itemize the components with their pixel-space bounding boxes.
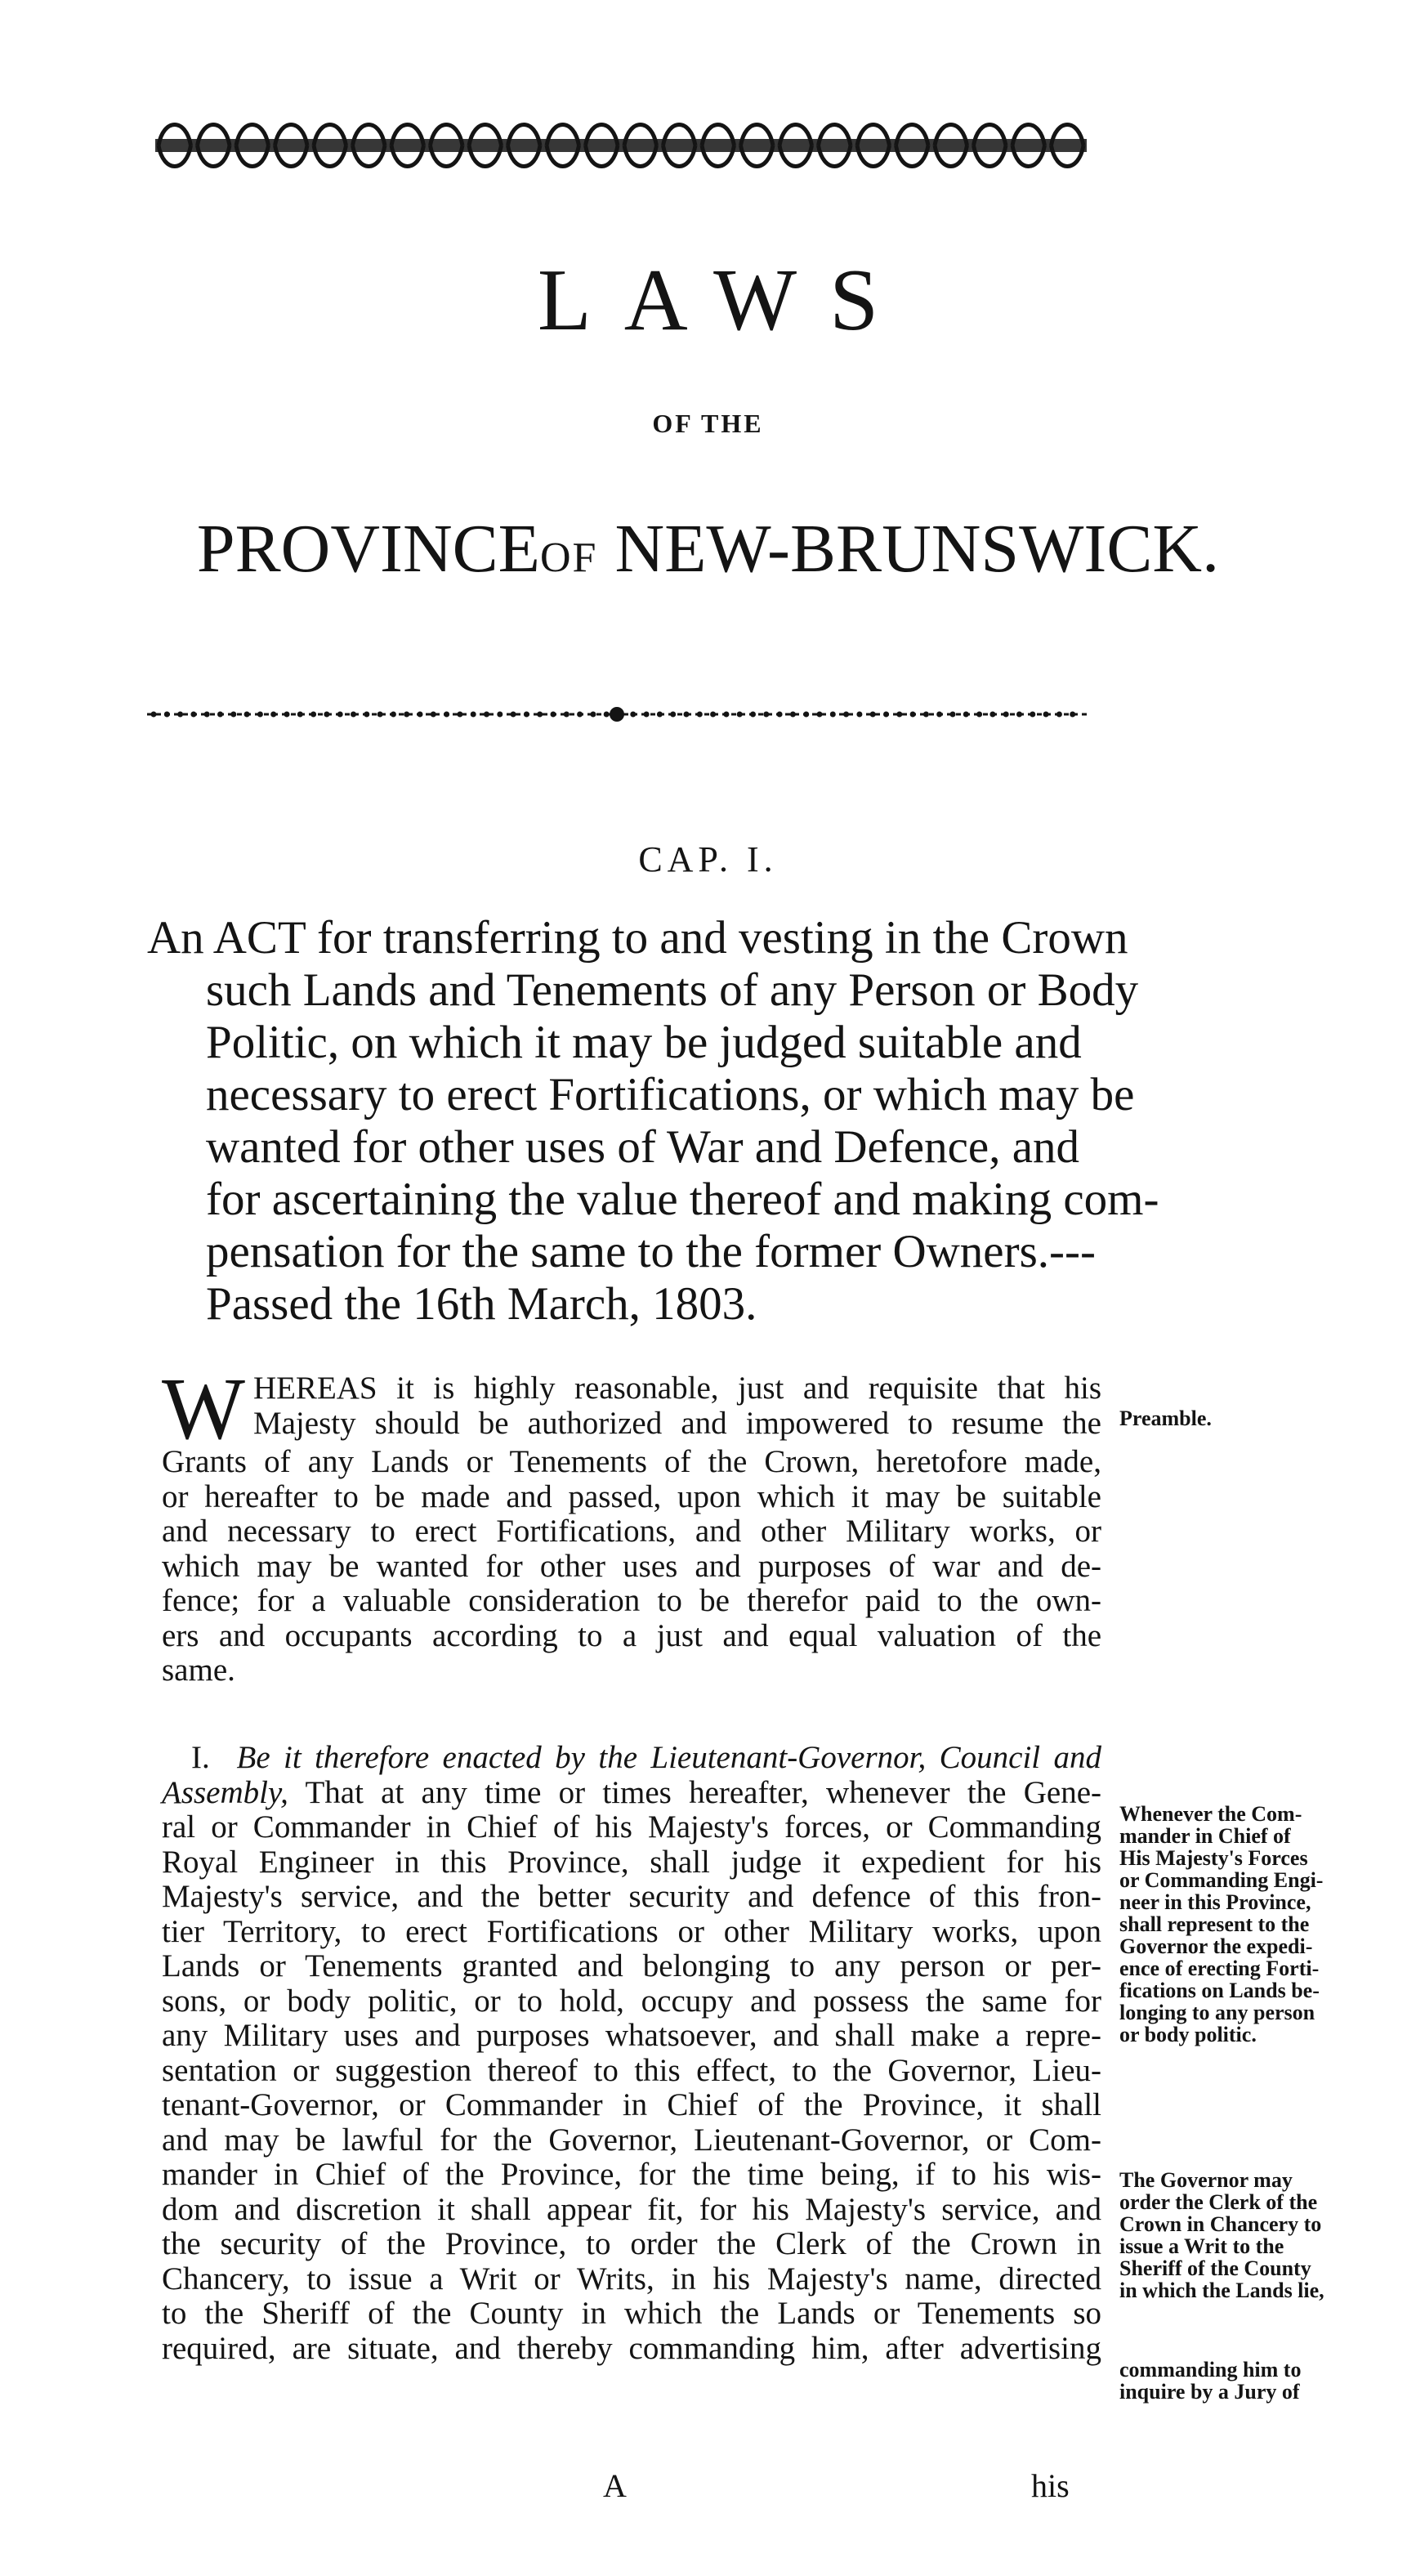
margin-note-line: neer in this Province, (1119, 1890, 1311, 1914)
margin-note-commanding (1119, 2359, 1332, 2403)
section-one-text: That at any time or times hereafter, whenever the Gene- (305, 1774, 1101, 1810)
rule-dot (777, 712, 783, 718)
section-one-line: any Military uses and purposes whatsoever, and shall make a repre- (162, 2018, 1101, 2053)
act-title-line: for ascertaining the value thereof and making com- (206, 1174, 1159, 1225)
rule-dot (270, 712, 276, 718)
section-one-line: Royal Engineer in this Province, shall judge it expedient for his (162, 1844, 1101, 1880)
rule-dot (710, 712, 716, 718)
margin-note-line: longing to any person (1119, 2001, 1315, 2024)
rule-dot (551, 712, 556, 718)
act-title-line: necessary to erect Fortifications, or which may be (206, 1069, 1135, 1120)
rule-dot (883, 712, 889, 718)
section-one-line: ral or Commander in Chief of his Majesty's forces, or Commanding (162, 1809, 1101, 1845)
rule-dot (564, 712, 570, 718)
section-one-line: mander in Chief of the Province, for the time being, if to his wis- (162, 2157, 1101, 2192)
rule-dot (418, 712, 423, 718)
margin-note-line: order the Clerk of the (1119, 2190, 1318, 2214)
preamble-line: same. (162, 1652, 235, 1688)
rule-dot (310, 712, 316, 718)
rule-dot (723, 712, 729, 718)
rule-dot (670, 712, 676, 718)
margin-note-line: ence of erecting Forti- (1119, 1957, 1320, 1980)
section-one-line (162, 1741, 1101, 1776)
section-one-line: and may be lawful for the Governor, Lieutenant-Governor, or Com- (162, 2122, 1101, 2158)
rule-dot (377, 712, 383, 718)
margin-note-governor (1119, 2169, 1332, 2301)
rule-dot (217, 712, 223, 718)
drop-cap: W (162, 1361, 245, 1458)
rule-dot (391, 712, 396, 718)
rule-dot (177, 712, 183, 718)
rule-dot (989, 712, 995, 718)
rule-dot (351, 712, 356, 718)
preamble-paragraph (162, 1361, 1101, 1688)
title-connector: OF THE (652, 409, 764, 438)
rule-dot (644, 712, 650, 718)
rule-dot (684, 712, 690, 718)
rule-dot (444, 712, 449, 718)
rule-dot (630, 712, 636, 718)
preamble-line: HEREAS it is highly reasonable, just and requisite that his (252, 1371, 1101, 1406)
preamble-line: or hereafter to be made and passed, upon which it may be suitable (162, 1478, 1101, 1514)
margin-note-line: Crown in Chancery to (1119, 2212, 1322, 2236)
rule-dot (284, 712, 290, 718)
margin-note-line: issue a Writ to the (1119, 2234, 1284, 2258)
margin-note-line: shall represent to the (1119, 1912, 1310, 1936)
rule-dot (337, 712, 343, 718)
section-one-line: sons, or body politic, or to hold, occupy and possess the same for (162, 1983, 1101, 2019)
preamble-line: fence; for a valuable consideration to be therefor paid to the own- (162, 1583, 1101, 1618)
rule-dot (604, 712, 610, 718)
section-one-line (162, 1776, 1101, 1811)
rule-dot (750, 712, 756, 718)
page-title: LAWS (537, 252, 912, 349)
ornament-border-top (155, 114, 1087, 177)
margin-note-line: in which the Lands lie, (1119, 2279, 1324, 2302)
rule-dot (524, 712, 529, 718)
act-title-line: pensation for the same to the former Owners.--- (206, 1226, 1096, 1277)
rule-dot (404, 712, 409, 718)
rule-dot (230, 712, 236, 718)
province-title-part1: PROVINCE (196, 511, 540, 587)
margin-note-line: Whenever the Com- (1119, 1802, 1302, 1826)
section-one-line: required, are situate, and thereby commanding him, after advertising (162, 2330, 1101, 2366)
act-title-line: Passed the 16th March, 1803. (206, 1278, 757, 1330)
province-title (0, 508, 1416, 599)
rule-dot (697, 712, 703, 718)
rule-dot (590, 712, 596, 718)
rule-dot (737, 712, 743, 718)
rule-dot (471, 712, 476, 718)
rule-dot (843, 712, 849, 718)
margin-note-line: mander in Chief of (1119, 1824, 1291, 1848)
province-title-part2: NEW-BRUNSWICK. (614, 511, 1220, 587)
rule-dot (817, 712, 823, 718)
margin-note-whenever (1119, 1803, 1332, 2046)
section-one-line: dom and discretion it shall appear fit, for his Majesty's service, and (162, 2191, 1101, 2227)
section-one-line: sentation or suggestion thereof to this effect, to the Governor, Lieu- (162, 2052, 1101, 2088)
section-one-line: Chancery, to issue a Writ or Writs, in his Majesty's name, directed (162, 2261, 1101, 2296)
rule-dot (963, 712, 969, 718)
rule-dot (511, 712, 516, 718)
rule-dot (297, 712, 303, 718)
preamble-line: and necessary to erect Fortifications, and other Military works, or (162, 1514, 1101, 1549)
rule-dot (577, 712, 583, 718)
rule-dot (896, 712, 902, 718)
section-one-line: Lands or Tenements granted and belonging to any person or per- (162, 1948, 1101, 1983)
section-one-line: tenant-Governor, or Commander in Chief of the Province, it shall (162, 2087, 1101, 2122)
preamble-line: Grants of any Lands or Tenements of the Crown, heretofore made, (162, 1444, 1101, 1479)
section-one-line: the security of the Province, to order the Clerk of the Crown in (162, 2226, 1101, 2261)
margin-note-line: commanding him to (1119, 2358, 1302, 2381)
preamble-line: ers and occupants according to a just and equal valuation of the (162, 1617, 1101, 1653)
rule-dot (830, 712, 836, 718)
rule-dot (1043, 712, 1049, 718)
section-one-paragraph (162, 1741, 1101, 2366)
rule-dot (257, 712, 263, 718)
rule-dot (1030, 712, 1035, 718)
enacting-clause: Be it therefore enacted by the Lieutenant-Governor, Council and (236, 1740, 1102, 1775)
margin-note-line: or body politic. (1119, 2023, 1257, 2046)
margin-note-preamble: Preamble. (1119, 1407, 1212, 1430)
margin-note-line: Sheriff of the County (1119, 2256, 1311, 2280)
rule-dot (923, 712, 929, 718)
preamble-line: Majesty should be authorized and impowered to resume the (252, 1405, 1101, 1441)
rule-dot (484, 712, 489, 718)
rule-dot (870, 712, 876, 718)
rule-dot (431, 712, 436, 718)
rule-dot (1003, 712, 1009, 718)
act-title-line: such Lands and Tenements of any Person or Body (206, 964, 1139, 1016)
margin-note-line: His Majesty's Forces (1119, 1846, 1308, 1870)
section-one-line: tier Territory, to erect Fortifications or other Military works, upon (162, 1913, 1101, 1949)
margin-note-line: Governor the expedi- (1119, 1934, 1313, 1958)
rule-dot (324, 712, 329, 718)
enacting-clause-end: Assembly, (162, 1774, 288, 1810)
rule-dot (790, 712, 796, 718)
rule-dot (1070, 712, 1075, 718)
rule-dot (1056, 712, 1062, 718)
rule-dot (950, 712, 956, 718)
margin-note-line: inquire by a Jury of (1119, 2380, 1300, 2404)
signature-mark: A (603, 2467, 627, 2504)
rule-dot (910, 712, 916, 718)
rule-dot (151, 712, 157, 718)
catchword: his (1031, 2467, 1070, 2504)
rule-dot (1016, 712, 1022, 718)
margin-note-line: fications on Lands be- (1119, 1979, 1320, 2002)
section-one-line: Majesty's service, and the better security and defence of this fron- (162, 1879, 1101, 1914)
act-title (147, 912, 1159, 1330)
rule-dot (936, 712, 942, 718)
chapter-label: CAP. I. (638, 839, 778, 879)
ornament-rule (147, 700, 1087, 729)
act-title-line: Politic, on which it may be judged suitable and (206, 1017, 1082, 1068)
act-title-line: wanted for other uses of War and Defence, and (206, 1121, 1080, 1173)
section-one-line: to the Sheriff of the County in which the Lands or Tenements so (162, 2296, 1101, 2331)
rule-dot (657, 712, 663, 718)
rule-dot (244, 712, 250, 718)
rule-dot (164, 712, 170, 718)
rule-dot (976, 712, 982, 718)
section-number: I. (191, 1740, 210, 1775)
margin-note-line: The Governor may (1119, 2168, 1293, 2192)
margin-note-line: or Commanding Engi- (1119, 1868, 1324, 1892)
rule-dot (763, 712, 769, 718)
act-title-line: An ACT for transferring to and vesting in the Crown (147, 912, 1128, 964)
rule-dot (497, 712, 503, 718)
province-title-of: OF (539, 534, 598, 581)
rule-dot (190, 712, 196, 718)
rule-dot (364, 712, 369, 718)
rule-dot (856, 712, 862, 718)
preamble-line: which may be wanted for other uses and purposes of war and de- (162, 1548, 1101, 1584)
rule-dot (537, 712, 543, 718)
rule-dot (457, 712, 462, 718)
rule-dot (204, 712, 210, 718)
rule-dot (803, 712, 809, 718)
